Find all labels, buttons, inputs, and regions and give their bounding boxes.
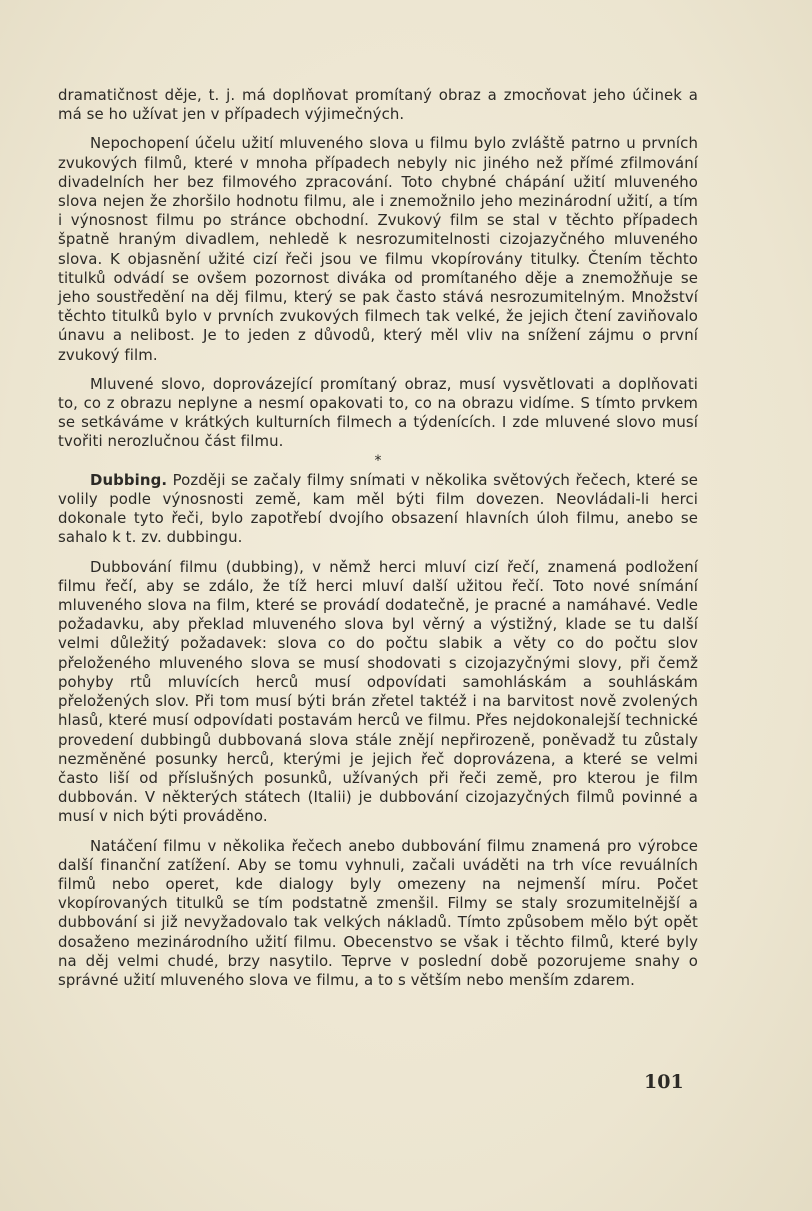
paragraph-dubbing-intro (58, 471, 698, 548)
paragraph-dubbing-definition: Dubbování filmu (dubbing), v němž herci mluví cizí řečí, znamená podložení filmu řečí, aby se zdálo, že tíž herci mluví další užitou řečí. Toto nové snímání mluveného slova na film, které se provádí dodatečně, je pracné a namáhavé. Vedle požadavku, aby překlad mluveného slova byl věrný a výstižný, klade se tu další velmi důležitý požadavek: slova co do počtu slabik a věty co do počtu slov přeloženého mluveného slova se musí shodovati s cizojazyčnými slovy, při čemž pohyby rtů mluvících herců musí odpovídati samohláskám a souhláskám přeložených slov. Při tom musí býti brán zřetel taktéž i na barvitost nově zvolených hlasů, které musí odpovídati postavám herců ve filmu. Přes nejdokonalejší technické provedení dubbingů dubbovaná slova stále znějí nepřirozeně, poněvadž tu zůstaly nezměněné posunky herců, kterými je jejich řeč doprovázena, a které se velmi často liší od příslušných posunků, užívaných při řeči země, pro kterou je film dubbován. V některých státech (Italii) je dubbování cizojazyčných filmů povinné a musí v nich býti prováděno. (58, 557, 698, 826)
paragraph-misunderstanding: Nepochopení účelu užití mluveného slova u filmu bylo zvláště patrno u prvních zvukových filmů, které v mnoha případech nebyly nic jiného než přímé zfilmování divadelních her bez filmového zpracování. Toto chybné chápání užití mluveného slova nejen že zhoršilo hodnotu filmu, ale i znemožnilo jeho mezinárodní užití, a tím i výnosnost filmu po stránce obchodní. Zvukový film se stal v těchto případech špatně hraným divadlem, nehledě k nesrozumitelnosti cizojazyčného mluveného slova. K objasnění užité cizí řeči jsou ve filmu vkopírovány titulky. Čtením těchto titulků odvádí se ovšem pozornost diváka od promítaného děje a znemožňuje se jeho soustředění na děj filmu, který se pak často stává nesrozumitelným. Množství těchto titulků bylo v prvních zvukových filmech tak velké, že jejich čtení zaviňovalo únavu a nelibost. Je to jeden z důvodů, který měl vliv na snížení zájmu o první zvukový film. (58, 134, 698, 364)
paragraph-multilingual-cost: Natáčení filmu v několika řečech anebo dubbování filmu znamená pro výrobce další finanční zatížení. Aby se tomu vyhnuli, začali uváděti na trh více revuálních filmů nebo operet, kde dialogy byly omezeny na nejmenší míru. Počet vkopírovaných titulků se tím podstatně zmenšil. Filmy se staly srozumitelnější a dubbování si již nevyžadovalo tak velkých nákladů. Tímto způsobem mělo být opět dosaženo mezinárodního užití filmu. Obecenstvo se však i těchto filmů, které byly na děj velmi chudé, brzy nasytilo. Teprve v poslední době pozorujeme snahy o správné užití mluveného slova ve filmu, a to s větším nebo menším zdarem. (58, 836, 698, 989)
paragraph-spoken-word: Mluvené slovo, doprovázející promítaný obraz, musí vysvětlovati a doplňovati to, co z obrazu neplyne a nesmí opakovati to, co na obrazu vidíme. S tímto prvkem se setkáváme v krátkých kulturních filmech a týdenících. I zde mluvené slovo musí tvořiti nerozlučnou část filmu. (58, 374, 698, 451)
page-number: 101 (644, 1071, 684, 1093)
paragraph-continued: dramatičnost děje, t. j. má doplňovat promítaný obraz a zmocňovat jeho účinek a má se ho užívat jen v případech výjimečných. (58, 86, 698, 124)
section-divider-asterisk: * (374, 452, 382, 469)
body-text (58, 86, 698, 990)
dubbing-heading: Dubbing. (90, 470, 168, 489)
dubbing-intro-text: Později se začaly filmy snímati v několika světových řečech, které se volily podle výnosnosti země, kam měl býti film dovezen. Neovládali-li herci dokonale tyto řeči, bylo zapotřebí dvojího obsazení hlavních úloh filmu, anebo se sahalo k t. zv. dubbingu. (58, 470, 698, 547)
